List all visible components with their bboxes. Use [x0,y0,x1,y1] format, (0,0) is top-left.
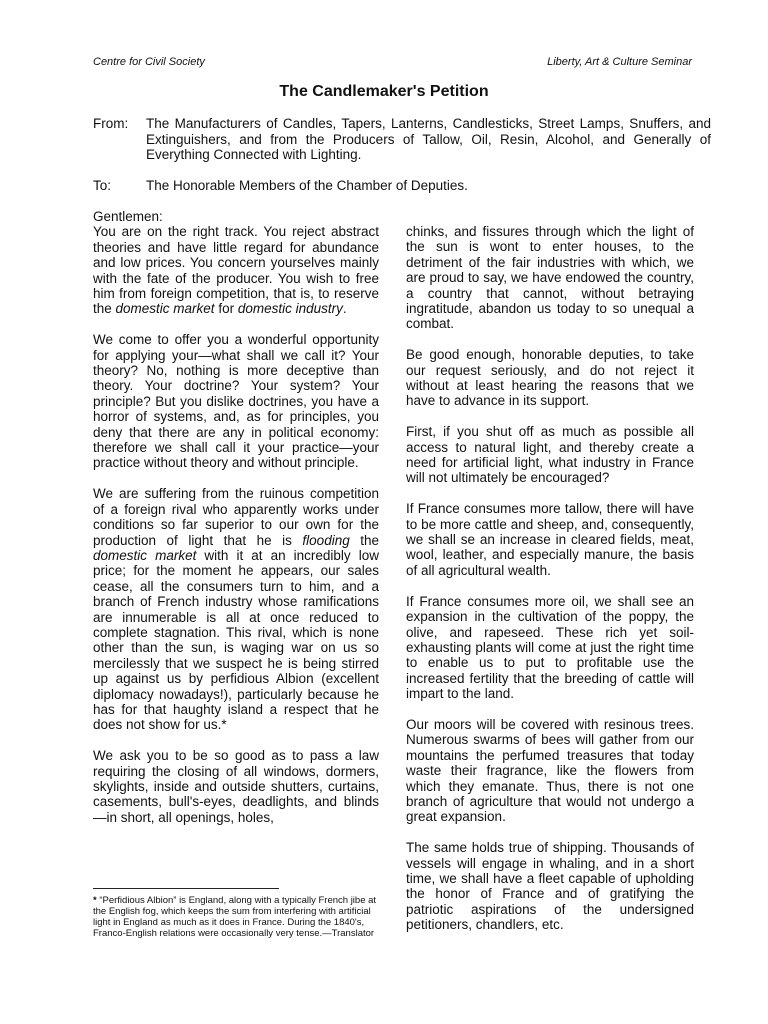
footnote-marker: * [93,895,97,906]
header-left: Centre for Civil Society [93,56,205,68]
header-right: Liberty, Art & Culture Seminar [547,56,692,68]
text-run: for [214,301,238,317]
right-column [406,224,694,948]
footnote-text: “Perfidious Albion” is England, along with a typically French jibe at the English fog, which keeps the sum from interfering with artificial light in England as much as it does in France. During the 1840's, Franco-English relations were occasionally very tense.—Translator [93,895,377,939]
to-text: The Honorable Members of the Chamber of Deputies. [146,178,468,193]
from-text: The Manufacturers of Candles, Tapers, Lanterns, Candlesticks, Street Lamps, Snuffers, and Extinguishers, and from the Producers of Tallow, Oil, Resin, Alcohol, and Generally of Everything Connected with Lighting. [146,116,711,162]
emphasis: domestic market [115,301,215,317]
to-label: To: [93,178,112,193]
from-block [93,116,711,163]
paragraph [93,486,379,733]
paragraph: Be good enough, honorable deputies, to take our request seriously, and do not reject it without at least hearing the reasons that we have to advance in its support. [406,347,694,409]
paragraph: The same holds true of shipping. Thousands of vessels will engage in whaling, and in a short time, we shall have a fleet capable of upholding the honor of France and of gratifying the patriotic aspirations of the undersigned petitioners, chandlers, etc. [406,840,694,933]
emphasis: flooding [302,532,350,548]
paragraph [93,224,379,316]
salutation: Gentlemen: [93,209,163,224]
paragraph: First, if you shut off as much as possible all access to natural light, and thereby create a need for artificial light, what industry in France will not ultimately be encouraged? [406,424,694,486]
text-run: the [349,532,379,548]
emphasis: domestic market [93,547,197,563]
paragraph: We come to offer you a wonderful opportunity for applying your—what shall we call it? Your theory? No, nothing is more deceptive than theory. Your doctrine? Your system? Your principle? But you dislike doctrines, you have a horror of systems, and, as for principles, you deny that there are any in political economy: therefore we shall call it your practice—your practice without theory and without principle. [93,332,379,471]
paragraph: If France consumes more oil, we shall see an expansion in the cultivation of the poppy, the olive, and rapeseed. These rich yet soil-exhausting plants will come at just the right time to enable us to put to profitable use the increased fertility that the breeding of cattle will impart to the land. [406,593,694,702]
text-run: . [342,301,347,317]
paragraph: Our moors will be covered with resinous trees. Numerous swarms of bees will gather from our mountains the perfumed treasures that today waste their fragrance, like the flowers from which they emanate. Thus, there is not one branch of agriculture that would not undergo a great expansion. [406,716,694,825]
left-column [93,209,379,841]
to-block [93,178,711,194]
from-label: From: [93,116,129,131]
footnote-divider [93,888,279,889]
paragraph: If France consumes more tallow, there will have to be more cattle and sheep, and, consequently, we shall se an increase in cleared fields, meat, wool, leather, and especially manure, the basis of all agricultural wealth. [406,501,694,578]
page-title: The Candlemaker's Petition [279,83,489,100]
text-run: You are on the right track. You reject abstract theories and have little regard for abundance and low prices. You concern yourselves mainly with the fate of the producer. You wish to free him from foreign competition, that is, to reserve the [93,224,379,317]
text-run: We are suffering from the ruinous competition of a foreign rival who apparently works under conditions so far superior to our own for the production of light that he is [93,486,379,548]
paragraph: We ask you to be so good as to pass a law requiring the closing of all windows, dormers, skylights, inside and outside shutters, curtains, casements, bull's-eyes, deadlights, and blinds—in short, all openings, holes, [93,748,379,825]
emphasis: domestic industry [237,301,343,317]
text-run: with it at an incredibly low price; for the moment he appears, our sales cease, all the consumers turn to him, and a branch of French industry whose ramifications are innumerable is all at once reduced to complete stagnation. This rival, which is none other than the sun, is waging war on us so mercilessly that we suspect he is being stirred up against us by perfidious Albion (excellent diplomacy nowadays!), particularly because he has for that haughty island a respect that he does not show for us.* [93,547,379,733]
paragraph: chinks, and fissures through which the light of the sun is wont to enter houses, to the detriment of the fair industries with which, we are proud to say, we have endowed the country, a country that cannot, without betraying ingratitude, abandon us today to so unequal a combat. [406,224,694,332]
footnote [93,895,379,939]
